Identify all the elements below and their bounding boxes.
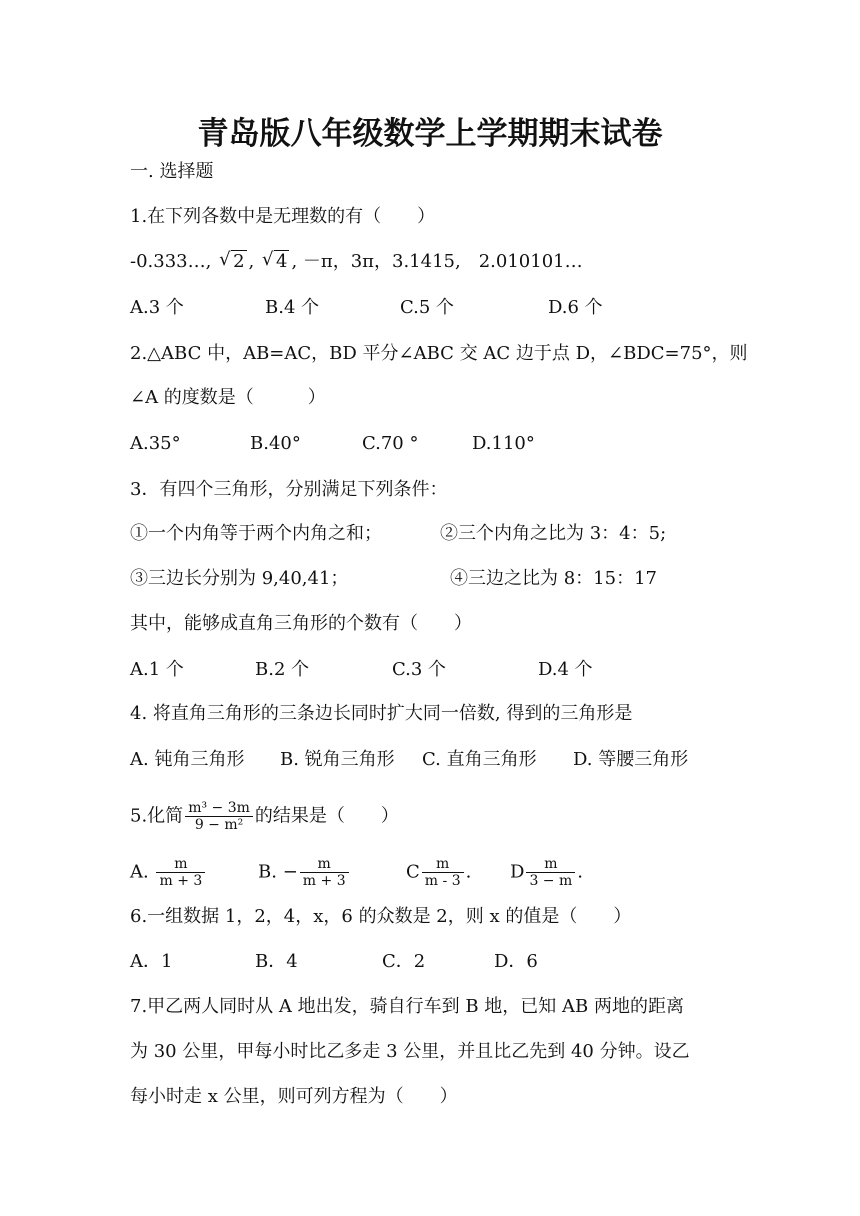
question-3-option-b: B.2 个 (255, 659, 310, 680)
question-4-option-d: D. 等腰三角形 (573, 749, 689, 770)
question-5-option-d: D $\frac{m}{3 - m}$ . (510, 856, 583, 889)
option-c-fraction: $\frac{m}{m - 3}$ (422, 856, 464, 889)
question-5-option-b: B. − $\frac{m}{m + 3}$ (258, 856, 351, 889)
question-2-option-c: C.70 ° (362, 433, 419, 454)
question-2-option-b: B.40° (250, 433, 301, 454)
question-3-condition-2: ②三个内角之比为 3：4：5; (440, 523, 667, 544)
question-3-option-c: C.3 个 (392, 659, 447, 680)
question-6-option-d: D．6 (494, 951, 538, 972)
question-2-line-1: 2.△ABC 中，AB=AC，BD 平分∠ABC 交 AC 边于点 D，∠BDC=75°，则 (130, 343, 748, 364)
question-7-line-1: 7.甲乙两人同时从 A 地出发，骑自行车到 B 地，已知 AB 两地的距离 (130, 996, 684, 1017)
question-3-stem: 3．有四个三角形，分别满足下列条件： (130, 479, 448, 500)
question-4-option-b: B. 锐角三角形 (280, 749, 395, 770)
question-1-option-d: D.6 个 (548, 297, 603, 318)
exam-title: 青岛版八年级数学上学期期末试卷 (197, 116, 663, 152)
sqrt-4: √ 4 (261, 249, 288, 272)
question-5-prefix: 5.化简 (130, 805, 184, 827)
question-7-line-2: 为 30 公里，甲每小时比乙多走 3 公里，并且比乙先到 40 分钟。设乙 (130, 1041, 690, 1062)
question-1-option-a: A.3 个 (130, 297, 184, 318)
question-1-numbers: -0.333…, √ 2 , √ 4 , －π，3π，3.1415, 2.010101… (130, 249, 583, 272)
number-rest: －π，3π，3.1415, 2.010101… (302, 251, 583, 272)
question-3-condition-3: ③三边长分别为 9,40,41； (130, 568, 349, 589)
question-2-option-a: A.35° (130, 433, 181, 454)
question-1-option-b: B.4 个 (265, 297, 320, 318)
option-b-fraction: $\frac{m}{m + 3}$ (300, 856, 349, 889)
question-3-option-d: D.4 个 (538, 659, 593, 680)
question-1-stem: 1.在下列各数中是无理数的有（ ） (130, 206, 436, 227)
sqrt-2: √ 2 (219, 249, 245, 272)
question-3-condition-4: ④三边之比为 8：15：17 (450, 568, 657, 589)
number-1: -0.333…, (130, 251, 212, 272)
option-a-fraction: $\frac{m}{m + 3}$ (156, 856, 205, 889)
question-4-option-c: C. 直角三角形 (422, 749, 537, 770)
question-2-option-d: D.110° (472, 433, 535, 454)
question-5-option-a: A. $\frac{m}{m + 3}$ (130, 856, 207, 889)
question-4-stem: 4. 将直角三角形的三条边长同时扩大同一倍数, 得到的三角形是 (130, 703, 633, 724)
question-5-option-c: C $\frac{m}{m - 3}$ . (406, 856, 472, 889)
question-3-condition-1: ①一个内角等于两个内角之和； (130, 523, 382, 544)
question-6-option-b: B．4 (255, 951, 298, 972)
question-6-option-a: A．1 (130, 951, 173, 972)
question-3-ask: 其中，能够成直角三角形的个数有（ ） (130, 613, 472, 634)
question-5-fraction: $\frac{\text{m³ − 3m}}{\text{9 − m²}}$ (185, 800, 253, 833)
question-2-line-2: ∠A 的度数是（ ） (130, 387, 326, 408)
question-6-stem: 6.一组数据 1，2，4，x，6 的众数是 2，则 x 的值是（ ） (130, 906, 632, 927)
question-3-option-a: A.1 个 (130, 659, 184, 680)
option-d-fraction: $\frac{m}{3 - m}$ (526, 856, 575, 889)
question-5-suffix: 的结果是（ ） (254, 805, 399, 827)
question-6-option-c: C．2 (382, 951, 426, 972)
question-5-stem (130, 800, 399, 833)
question-4-option-a: A. 钝角三角形 (130, 749, 245, 770)
section-heading: 一. 选择题 (130, 161, 214, 182)
question-7-line-3: 每小时走 x 公里，则可列方程为（ ） (130, 1086, 458, 1107)
question-1-option-c: C.5 个 (400, 297, 455, 318)
